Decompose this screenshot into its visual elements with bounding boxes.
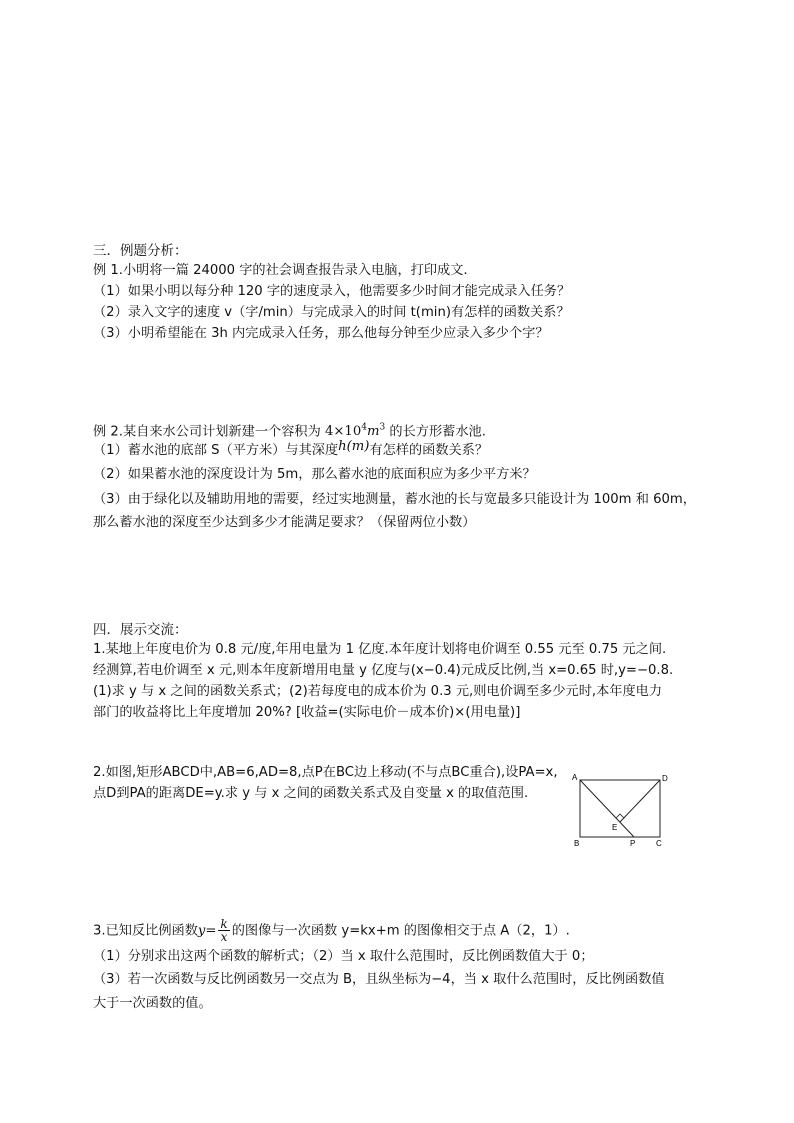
ex2-title xyxy=(93,420,486,440)
ex2-q1 xyxy=(93,439,489,459)
p3-line1-pre: 3.已知反比例函数 xyxy=(93,923,198,939)
p1-line2: 经测算,若电价调至 x 元,则本年度新增用电量 y 亿度与(x−0.4)元成反比例,当 x=0.65 时,y=−0.8. xyxy=(93,663,674,678)
p1-line3: (1)求 y 与 x 之间的函数关系式；(2)若每度电的成本价为 0.3 元,则电价调至多少元时,本年度电力 xyxy=(93,684,663,699)
ex2-volume-unit-exp: 3 xyxy=(379,423,386,433)
ex2-volume-formula xyxy=(325,424,385,439)
p3-func-y: y xyxy=(197,923,206,939)
ex2-q2: （2）如果蓄水池的深度设计为 5m，那么蓄水池的底面积应为多少平方米？ xyxy=(93,467,536,482)
ex2-q3b: 那么蓄水池的深度至少达到多少才能满足要求？（保留两位小数） xyxy=(93,515,476,530)
label-d: D xyxy=(662,774,668,783)
p1-line4: 部门的收益将比上年度增加 20%? [收益=(实际电价－成本价)×(用电量)] xyxy=(93,705,521,720)
label-c: C xyxy=(656,839,662,848)
rectangle-abcd-figure xyxy=(568,770,678,850)
p3-func-eq: = xyxy=(205,923,217,939)
label-b: B xyxy=(574,839,580,848)
p3-fraction-num: k xyxy=(220,917,228,931)
label-a: A xyxy=(572,773,578,782)
ex2-title-pre: 例 2.某自来水公司计划新建一个容积为 xyxy=(93,424,321,440)
p2-line2: 点D到PA的距离DE=y.求 y 与 x 之间的函数关系式及自变量 x 的取值范围. xyxy=(93,786,529,801)
ex2-q3a: （3）由于绿化以及辅助用地的需要，经过实地测量，蓄水池的长与宽最多只能设计为 100m 和 60m， xyxy=(93,492,696,507)
ex2-q1-math: h(m) xyxy=(338,439,370,454)
ex2-volume-base: 4×10 xyxy=(324,424,362,440)
p3-line4: 大于一次函数的值。 xyxy=(93,996,212,1011)
p3-line1-post: 的图像与一次函数 y=kx+m 的图像相交于点 A（2，1）. xyxy=(231,923,570,939)
right-angle-mark xyxy=(616,814,624,818)
ex1-q1: （1）如果小明以每分种 120 字的速度录入，他需要多少时间才能完成录入任务？ xyxy=(93,284,571,299)
ex1-title: 例 1.小明将一篇 24000 字的社会调查报告录入电脑，打印成文. xyxy=(93,263,468,278)
segment-pa xyxy=(580,780,634,837)
p3-fraction-den: x xyxy=(220,930,228,944)
label-e: E xyxy=(612,823,618,832)
p3-line1 xyxy=(93,918,570,943)
p3-line3: （3）若一次函数与反比例函数另一交点为 B，且纵坐标为−4，当 x 取什么范围时，反比例函数值 xyxy=(93,972,665,987)
section4-heading: 四．展示交流： xyxy=(93,622,188,638)
section3-heading: 三．例题分析： xyxy=(93,243,188,259)
p2-line1: 2.如图,矩形ABCD中,AB=6,AD=8,点P在BC边上移动(不与点BC重合),设PA=x, xyxy=(93,765,558,780)
ex2-volume-unit: m xyxy=(366,424,380,440)
ex2-q1-post: 有怎样的函数关系？ xyxy=(369,443,489,458)
ex2-volume-exp: 4 xyxy=(361,423,367,433)
segment-de xyxy=(620,780,660,822)
rectangle-abcd xyxy=(580,780,660,837)
p1-line1: 1.某地上年度电价为 0.8 元/度,年用电量为 1 亿度.本年度计划将电价调至 0.55 元至 0.75 元之间. xyxy=(93,642,667,657)
ex1-q2: （2）录入文字的速度 v（字/min）与完成录入的时间 t(min)有怎样的函数关系？ xyxy=(93,305,570,320)
label-p: P xyxy=(630,839,636,848)
ex1-q3: （3）小明希望能在 3h 内完成录入任务，那么他每分钟至少应录入多少个字？ xyxy=(93,326,549,341)
ex2-q1-pre: （1）蓄水池的底部 S（平方米）与其深度 xyxy=(93,443,339,458)
p3-line2: （1）分别求出这两个函数的解析式；（2）当 x 取什么范围时，反比例函数值大于 0； xyxy=(93,949,594,964)
p3-fraction-k-over-x xyxy=(218,918,229,943)
ex2-title-post: 的长方形蓄水池. xyxy=(389,424,486,440)
